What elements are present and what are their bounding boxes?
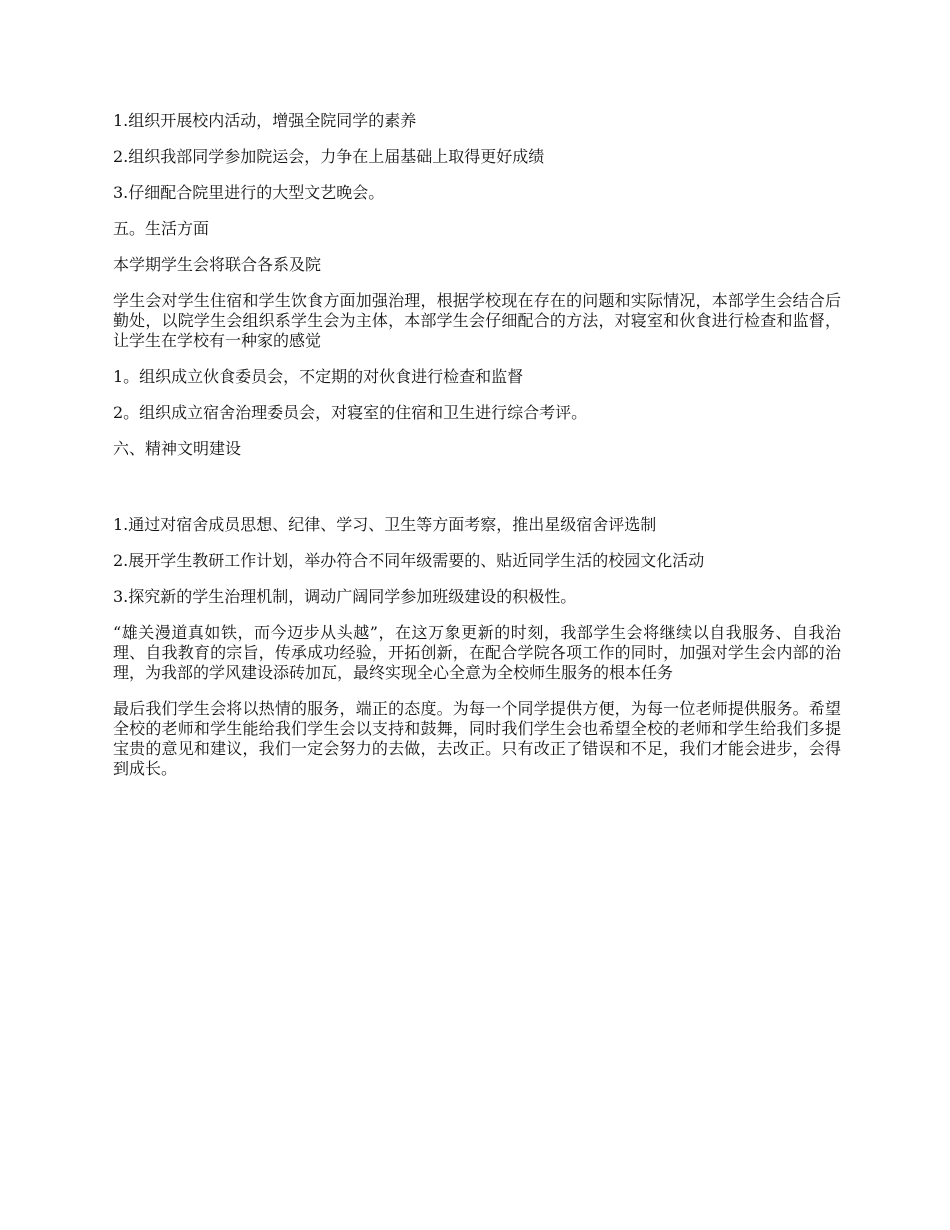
blank-spacer [113, 475, 841, 515]
paragraph-item-8: 3.探究新的学生治理机制，调动广阔同学参加班级建设的积极性。 [113, 587, 577, 606]
paragraph-quote: “雄关漫道真如铁，而今迈步从头越”，在这万象更新的时刻，我部学生会将继续以自我服务、自我治理、自我教育的宗旨，传承成功经验，开拓创新，在配合学院各项工作的同时，加强对学生会内部的治理，为我部的学风建设添砖加瓦，最终实现全心全意为全校师生服务的根本任务 [113, 623, 841, 682]
paragraph-item-7: 2.展开学生教研工作计划，举办符合不同年级需要的、贴近同学生活的校园文化活动 [113, 551, 705, 570]
paragraph-body: 学生会对学生住宿和学生饮食方面加强治理，根据学校现在存在的问题和实际情况，本部学生会结合后勤处，以院学生会组织系学生会为主体，本部学生会仔细配合的方法，对寝室和伙食进行检查和监督，让学生在学校有一种家的感觉 [113, 291, 841, 350]
document-body [113, 111, 841, 795]
paragraph-closing: 最后我们学生会将以热情的服务，端正的态度。为每一个同学提供方便，为每一位老师提供服务。希望全校的老师和学生能给我们学生会以支持和鼓舞，同时我们学生会也希望全校的老师和学生给我们多提宝贵的意见和建议，我们一定会努力的去做，去改正。只有改正了错误和不足，我们才能会进步，会得到成长。 [113, 699, 841, 778]
paragraph-item-3: 3.仔细配合院里进行的大型文艺晚会。 [113, 183, 385, 202]
section-heading-life: 五。生活方面 [113, 219, 210, 238]
paragraph-item-2: 2.组织我部同学参加院运会，力争在上届基础上取得更好成绩 [113, 147, 545, 166]
paragraph-intro: 本学期学生会将联合各系及院 [113, 255, 322, 274]
paragraph-item-5: 2。组织成立宿舍治理委员会，对寝室的住宿和卫生进行综合考评。 [113, 403, 588, 422]
paragraph-item-6: 1.通过对宿舍成员思想、纪律、学习、卫生等方面考察，推出星级宿舍评选制 [113, 515, 657, 534]
paragraph-item-4: 1。组织成立伙食委员会，不定期的对伙食进行检查和监督 [113, 367, 524, 386]
section-heading-culture: 六、精神文明建设 [113, 439, 242, 458]
paragraph-item-1: 1.组织开展校内活动，增强全院同学的素养 [113, 111, 417, 130]
